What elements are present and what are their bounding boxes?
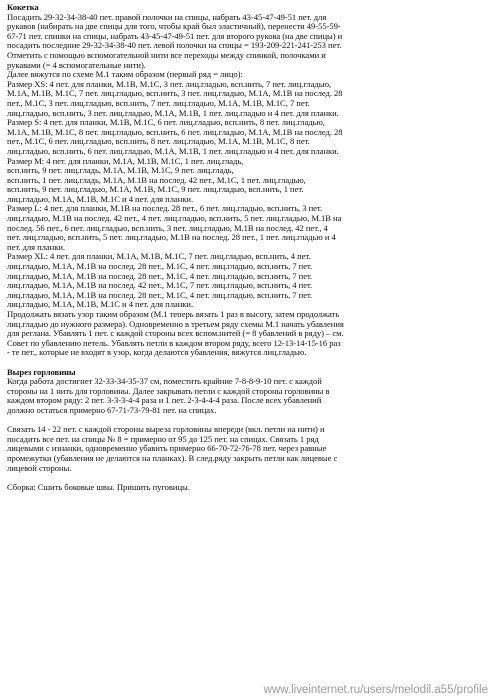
section-heading: Вырез горловины [7,366,76,377]
text-line: Размер S: 4 пет. для планки, М.1В, М.1С, 6 пет. лиц.гладью, всп.нить, 8 пет. лиц.гладью, [7,117,325,128]
text-line: каждом втором ряду: 2 пет. 3-3-3-4-4 раза и 1 пет. 2-3-4-4-4 раза. После всех убавлений [7,395,322,406]
text-line: лиц.гладью, М.1А, М.1В на послед. 42 пет., М.1С, 7 пет. лиц.гладью, всп.нить, 4 пет. [7,280,313,291]
text-line: Совет по убавлению петель. Убавлять петли в каждом втором ряду, всего 12-13-14-15-16 раз [7,337,341,348]
text-line: Размер XS: 4 пет. для планки, М.1В, М.1С, 3 пет. лиц.гладью, всп.нить, 7 пет. лиц.гладью, [7,78,332,89]
text-line: стороны на 1 нить для горловины. Далее закрывать петли с каждой стороны горловины в [7,385,330,396]
source-url: www.liveinternet.ru/users/melodil.a55/profile [263,684,488,696]
text-line: всп.нить, 1 пет. лиц.гладь, М.1А, М.1В на послед. 42 пет., М.1С, 1 пет. лиц.гладью, [7,174,306,185]
text-line: лиц.гладью, М.1А, М.1В, М.1С и 4 пет. для планки. [7,299,194,310]
text-line: Сборка: Сшить боковые швы. Пришить пуговицы. [7,481,190,492]
text-line: рукавов (набирать на две спицы для того, чтобы край был эластичный), перенести 49-55-59- [7,21,341,32]
text-line: Продолжать вязать узор таким образом (М.1 теперь вязать 1 раз в высоту, затем продолжать [7,309,340,319]
text-line: Далее вяжутся по схеме М.1 таким образом (первый ряд = лицо): [7,69,243,80]
text-line: М.1А, М.1В, М.1С, 8 пет. лиц.гладью, всп.нить, 6 пет. лиц.гладью, М.1А, М.1В на послед. 28 [7,126,343,137]
text-line: лиц.гладью до нужного размера). Одновременно в третьем ряду схемы М.1 начать убавления [7,318,344,329]
section-heading: Кокетка [7,2,39,12]
text-line: лиц.гладью, М.1А, М.1В на послед. 28 пет., М.1С, 4 пет. лиц.гладью, всп.нить, 7 пет. [7,270,313,281]
text-line: посадить все пет. на спицы № 8 = примерно от 95 до 125 пет. на спицах. Связать 1 ряд [7,433,319,444]
blank-line [7,358,489,368]
document-body [7,3,489,492]
text-line: рукавами (= 4 вспомогательные нити). [7,59,146,70]
text-line: пет., М.1С, 6 пет. лиц.гладью, всп.нить, 8 пет. лиц.гладью, М.1А, М.1В, М.1С, 8 пет. [7,136,310,147]
text-line: Связать 14 - 22 пет. с каждой стороны выреза горловины впереди (вкл. петли на нити) и [7,424,325,435]
text-line: лиц.гладью, всп.нить, 3 пет. лиц.гладью, М.1А, М.1В, 1 пет. лиц.гладью и 4 пет. для планки. [7,107,339,118]
text-line: лиц.гладью, М.1А, М.1В на послед. 28 пет., М.1С, 4 пет. лиц.гладью, всп.нить, 7 пет. [7,261,313,272]
text-line: - те пет., которые не входят в узор, когда делаются убавления, вяжутся лиц.гладью. [7,347,307,358]
text-line: промежутки (убавления не делаются на планках). В след.ряду закрыть петли как лицевые с [7,452,338,463]
text-line: лицевыми с изнанки, одновременно убавить примерно 66-70-72-76-78 пет. через равные [7,443,327,454]
text-line: пет. для планки. [7,241,66,252]
text-line: Когда работа достигнет 32-33-34-35-37 см, поместить крайние 7-8-8-9-10 пет. с каждой [7,376,322,387]
text-line: для реглана. Убавлять 1 пет. с каждой стороны всех вспом.нитей (= 8 убавлений в ряду) – см. [7,328,344,339]
text-line: всп.нить, 9 пет. лиц.гладью, М.1А, М.1В, М.1С, 9 пет. лиц.гладью, всп.нить, 1 пет. [7,184,304,195]
text-line: Отметить с помощью вспомогательной нити все переходы между спинкой, полочками и [7,49,326,60]
text-line: всп.нить, 9 пет. лиц.гладь, М.1А, М.1В, М.1С, 9 пет. лиц.гладь, [7,165,234,176]
text-line: Посадить 29-32-34-38-40 пет. правой полочки на спицы, набрать 43-45-47-49-51 пет. для [7,11,327,22]
text-line: лиц.гладью, М.1А, М.1В на послед. 28 пет., М.1С, 4 пет. лиц.гладью, всп.нить, 7 пет. [7,289,313,300]
text-line: лиц.гладью, М.1А, М.1В, М.1С и 4 пет. для планки. [7,193,194,204]
text-line: лиц.гладью, всп.нить, 6 пет. лиц.гладью, М.1А, М.1В, 1 пет. лиц.гладью и 4 пет. для планки. [7,145,339,156]
text-line: пет., М.1С, 3 пет. лиц.гладью, всп.нить, 7 пет. лиц.гладью, М.1А, М.1В, М.1С, 7 пет. [7,97,310,108]
text-line: лиц.гладью, М.1В на послед. 42 пет., 4 пет. лиц.гладью, всп.нить, 5 пет. лиц.гладью, М.1В на [7,213,342,224]
text-line: пет. лиц.гладью, всп.нить, 5 пет. лиц.гладью, М.1В на послед. 28 пет., 1 пет. лиц.гладью и 4 [7,232,336,243]
text-line: Размер L: 4 пет. для планки, М.1В на послед. 28 пет., 6 пет. лиц.гладью, всп.нить, 3 пет. [7,203,323,214]
text-line: Размер XL: 4 пет. для планки, М.1А, М.1В, М.1С, 7 пет. лиц.гладью, всп.нить, 4 пет. [7,251,311,262]
text-line: М.1А, М.1В, М.1С, 7 пет. лиц.гладью, всп.нить, 3 пет. лиц.гладью, М.1А, М.1В на послед. 28 [7,88,343,99]
text-line: лицевой стороны. [7,462,72,473]
text-line: Размер М: 4 пет. для планки, М.1А, М.1В, М.1С, 1 пет. лиц.гладь, [7,155,244,166]
text-line: посадить последние 29-32-34-38-40 пет. левой полочки на спицы = 193-209-221-241-253 пет. [7,40,342,51]
text-line: послед. 56 пет., 6 пет. лиц.гладью, всп.нить, 3 пет. лиц.гладью, М.1В на послед. 42 пет., 4 [7,222,328,233]
text-line: должно остаться примерно 67-71-73-79-81 пет. на спицах. [7,404,217,415]
text-line: 67-71 пет. спинки на спицы, набрать 43-45-47-49-51 пет. для второго рукова (на две спицы) и [7,30,343,41]
